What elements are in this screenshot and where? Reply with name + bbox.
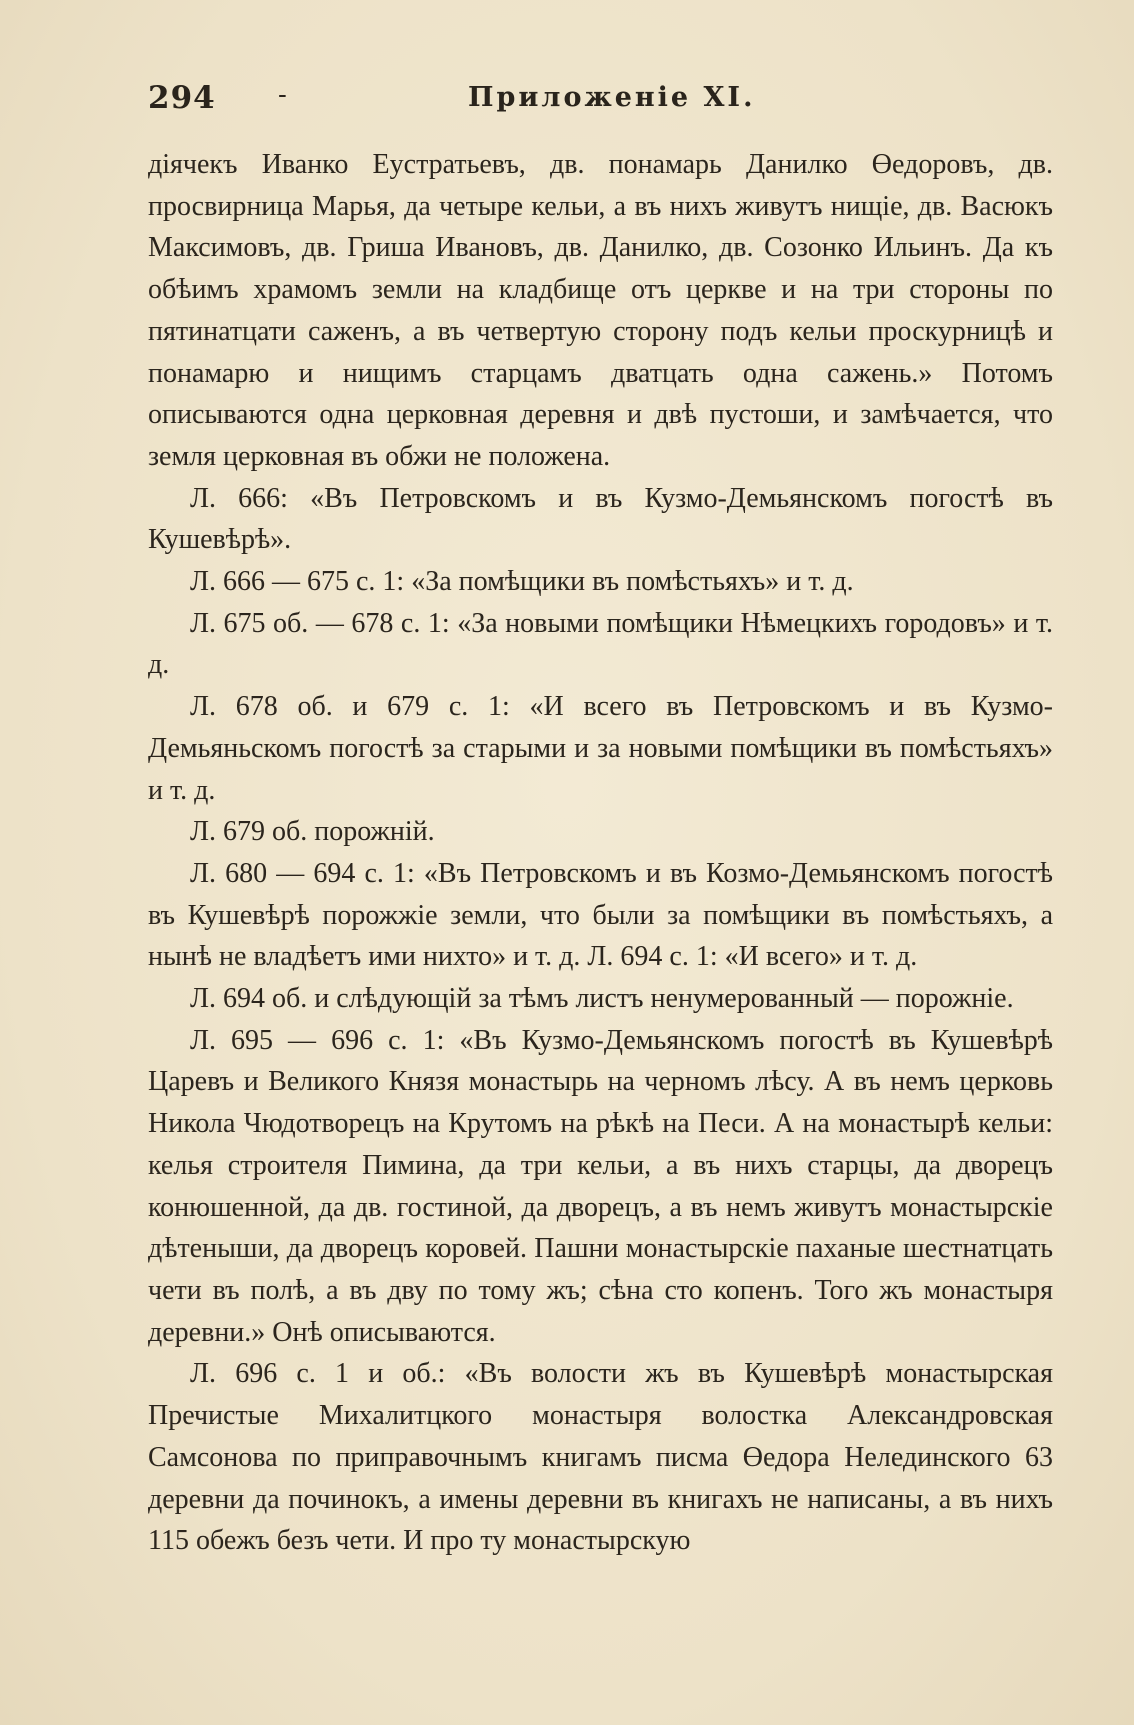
paragraph-l666: Л. 666: «Въ Петровскомъ и въ Кузмо-Демьянскомъ погостѣ въ Кушевѣрѣ».: [148, 482, 1053, 556]
header-dash: -: [278, 80, 287, 110]
paragraph-continuation: діячекъ Иванко Еустратьевъ, дв. понамарь Данилко Өедоровъ, дв. просвирница Марья, да четыре кельи, а въ нихъ живутъ нищіе, дв. Васюкъ Максимовъ, дв. Гриша Ивановъ, дв. Данилко, дв. Созонко Ильинъ. Да къ обѣимъ храмомъ земли на кладбище отъ церкве и на три стороны по пятинатцати саженъ, а въ четвертую сторону подъ кельи проскурницѣ и понамарю и нищимъ старцамъ дватцать одна сажень.» Потомъ описываются одна церковная деревня и двѣ пустоши, и замѣчается, что земля церковная въ обжи не положена.: [148, 149, 1053, 472]
page-header: [148, 80, 1053, 120]
paragraph-l695-696: Л. 695 — 696 с. 1: «Въ Кузмо-Демьянскомъ погостѣ въ Кушевѣрѣ Царевъ и Великого Князя монастырь на черномъ лѣсу. А въ немъ церковь Никола Чюдотворецъ на Крутомъ на рѣкѣ на Песи. А на монастырѣ кельи: келья строителя Пимина, да три кельи, а въ нихъ старцы, да дворецъ конюшенной, да дв. гостиной, да дворецъ, а въ немъ живутъ монастырскіе дѣтеныши, да дворецъ коровей. Пашни монастырскіе паханые шестнатцать чети въ полѣ, а въ дву по тому жъ; сѣна сто копенъ. Того жъ монастыря деревни.» Онѣ описываются.: [148, 1024, 1053, 1348]
page-number: 294: [148, 80, 216, 116]
paragraph-l675-678: Л. 675 об. — 678 с. 1: «За новыми помѣщики Нѣмецкихъ городовъ» и т. д.: [148, 607, 1053, 681]
paragraph-l696: Л. 696 с. 1 и об.: «Въ волости жъ въ Кушевѣрѣ монастырская Пречистые Михалитцкого монастыря волостка Александровская Самсонова по приправочнымъ книгамъ писма Өедора Нелединского 63 деревни да починокъ, а имены деревни въ книгахъ не написаны, а въ нихъ 115 обежъ безъ чети. И про ту монастырскую: [148, 1358, 1053, 1557]
paragraph-l678-679: Л. 678 об. и 679 с. 1: «И всего въ Петровскомъ и въ Кузмо-Демьяньскомъ погостѣ за старыми и за новыми помѣщики въ помѣстьяхъ» и т. д.: [148, 691, 1053, 806]
paragraph-l666-675: Л. 666 — 675 с. 1: «За помѣщики въ помѣстьяхъ» и т. д.: [190, 566, 854, 598]
paragraph-l694: Л. 694 об. и слѣдующій за тѣмъ листъ ненумерованный — порожніе.: [190, 983, 1014, 1015]
body-text: [148, 144, 1053, 1562]
paragraph-l679: Л. 679 об. порожній.: [190, 816, 435, 848]
paragraph-l680-694: Л. 680 — 694 с. 1: «Въ Петровскомъ и въ Козмо-Демьянскомъ погостѣ въ Кушевѣрѣ порожжіе земли, что были за помѣщики въ помѣстьяхъ, а нынѣ не владѣетъ ими нихто» и т. д. Л. 694 с. 1: «И всего» и т. д.: [148, 857, 1053, 973]
running-title: Приложеніе XI.: [468, 82, 756, 113]
